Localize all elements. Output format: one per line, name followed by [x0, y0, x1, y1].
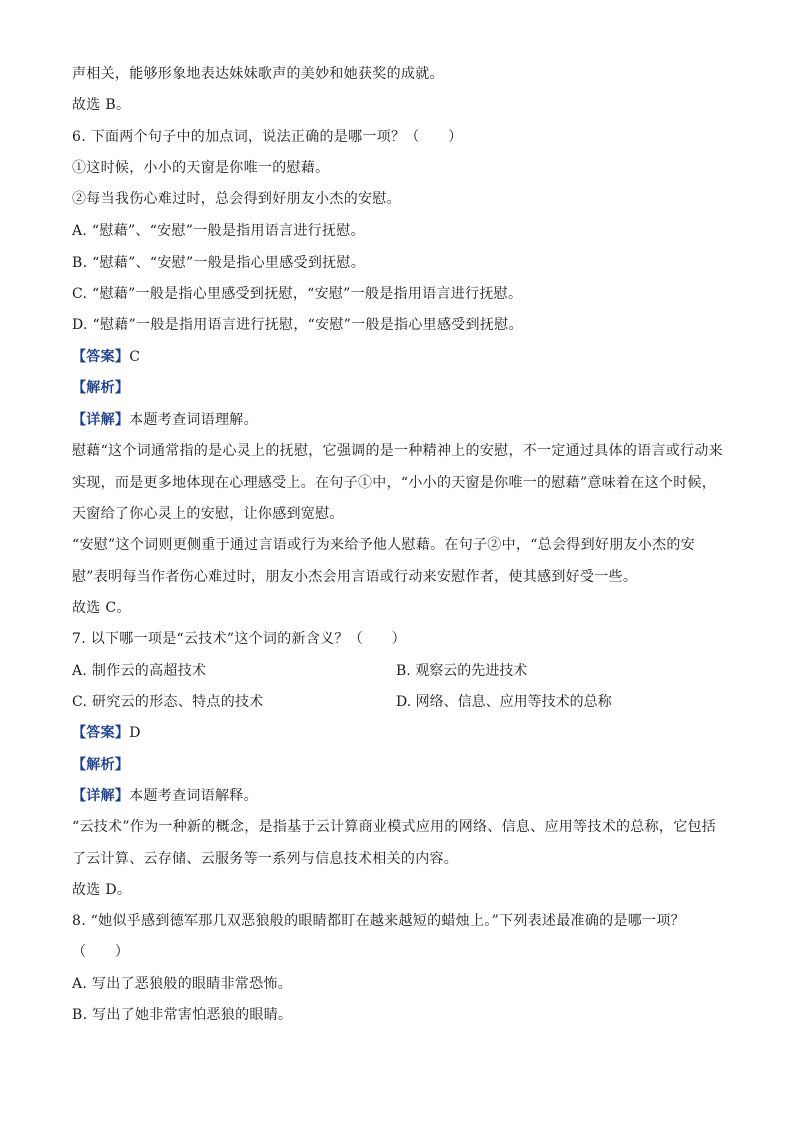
question-8-option-b: B. 写出了她非常害怕恶狼的眼睛。 [72, 1007, 293, 1023]
question-6-explanation-line: 天窗给了你心灵上的安慰，让你感到宽慰。 [72, 506, 344, 522]
question-6-explanation-line: “安慰”这个词则更侧重于通过言语或行为来给予他人慰藉。在句子②中，“总会得到好朋友小杰的安 [72, 537, 695, 553]
question-6-option-b: B. “慰藉”、“安慰”一般是指心里感受到抚慰。 [72, 255, 366, 271]
question-7-answer [72, 723, 141, 743]
question-6-detail [72, 410, 258, 430]
question-7-option-a: A. 制作云的高超技术 [72, 663, 207, 679]
detail-tag: 【详解】 [72, 788, 130, 804]
question-6-sentence-1: ①这时候，小小的天窗是你唯一的慰藉。 [72, 160, 330, 176]
detail-tag: 【详解】 [72, 412, 130, 428]
question-6-explanation-line: 慰”表明每当作者伤心难过时，朋友小杰会用言语或行动来安慰作者，使其感到好受一些。 [72, 569, 638, 585]
detail-text: 本题考查词语理解。 [129, 412, 258, 428]
question-7-explanation-line: “云技术”作为一种新的概念，是指基于云计算商业模式应用的网络、信息、应用等技术的总称，它包括 [72, 819, 717, 835]
question-7-option-c: C. 研究云的形态、特点的技术 [72, 694, 264, 710]
answer-value: C [129, 349, 141, 365]
answer-value: D [129, 725, 141, 741]
detail-text: 本题考查词语解释。 [129, 788, 258, 804]
answer-conclusion: 故选 B。 [72, 97, 131, 113]
answer-tag: 【答案】 [72, 349, 130, 365]
question-6-conclusion: 故选 C。 [72, 600, 131, 616]
question-7-conclusion: 故选 D。 [72, 882, 132, 898]
question-6-explanation-line: 慰藉“这个词通常指的是心灵上的抚慰，它强调的是一种精神上的安慰，不一定通过具体的语言或行动来 [72, 443, 723, 459]
question-8-option-a: A. 写出了恶狼般的眼睛非常恐怖。 [72, 976, 293, 992]
question-7-stem: 7. 以下哪一项是“云技术”这个词的新含义？（ ） [72, 631, 406, 647]
question-7-option-b: B. 观察云的先进技术 [396, 663, 528, 679]
question-6-explanation-line: 实现，而是更多地体现在心理感受上。在句子①中，“小小的天窗是你唯一的慰藉”意味着在这个时候， [72, 475, 717, 491]
text-line: 声相关，能够形象地表达妹妹歌声的美妙和她获奖的成就。 [72, 66, 444, 82]
question-7-analysis-tag: 【解析】 [72, 757, 130, 773]
question-6-option-d: D. “慰藉”一般是指用语言进行抚慰，“安慰”一般是指心里感受到抚慰。 [72, 317, 523, 333]
question-7-detail [72, 786, 258, 806]
question-7-option-d: D. 网络、信息、应用等技术的总称 [396, 694, 612, 710]
question-6-answer [72, 347, 140, 367]
question-6-analysis-tag: 【解析】 [72, 380, 130, 396]
answer-tag: 【答案】 [72, 725, 130, 741]
question-6-option-c: C. “慰藉”一般是指心里感受到抚慰，“安慰”一般是指用语言进行抚慰。 [72, 286, 523, 302]
question-8-answer-blank: （ ） [72, 944, 130, 960]
question-6-stem: 6. 下面两个句子中的加点词，说法正确的是哪一项？（ ） [72, 129, 463, 145]
question-6-sentence-2: ②每当我伤心难过时，总会得到好朋友小杰的安慰。 [72, 191, 401, 207]
question-8-stem: 8. “她似乎感到德军那几双恶狼般的眼睛都盯在越来越短的蜡烛上。”下列表述最准确的是哪一项？ [72, 913, 685, 929]
question-7-explanation-line: 了云计算、云存储、云服务等一系列与信息技术相关的内容。 [72, 851, 459, 867]
question-6-option-a: A. “慰藉”、“安慰”一般是指用语言进行抚慰。 [72, 223, 365, 239]
